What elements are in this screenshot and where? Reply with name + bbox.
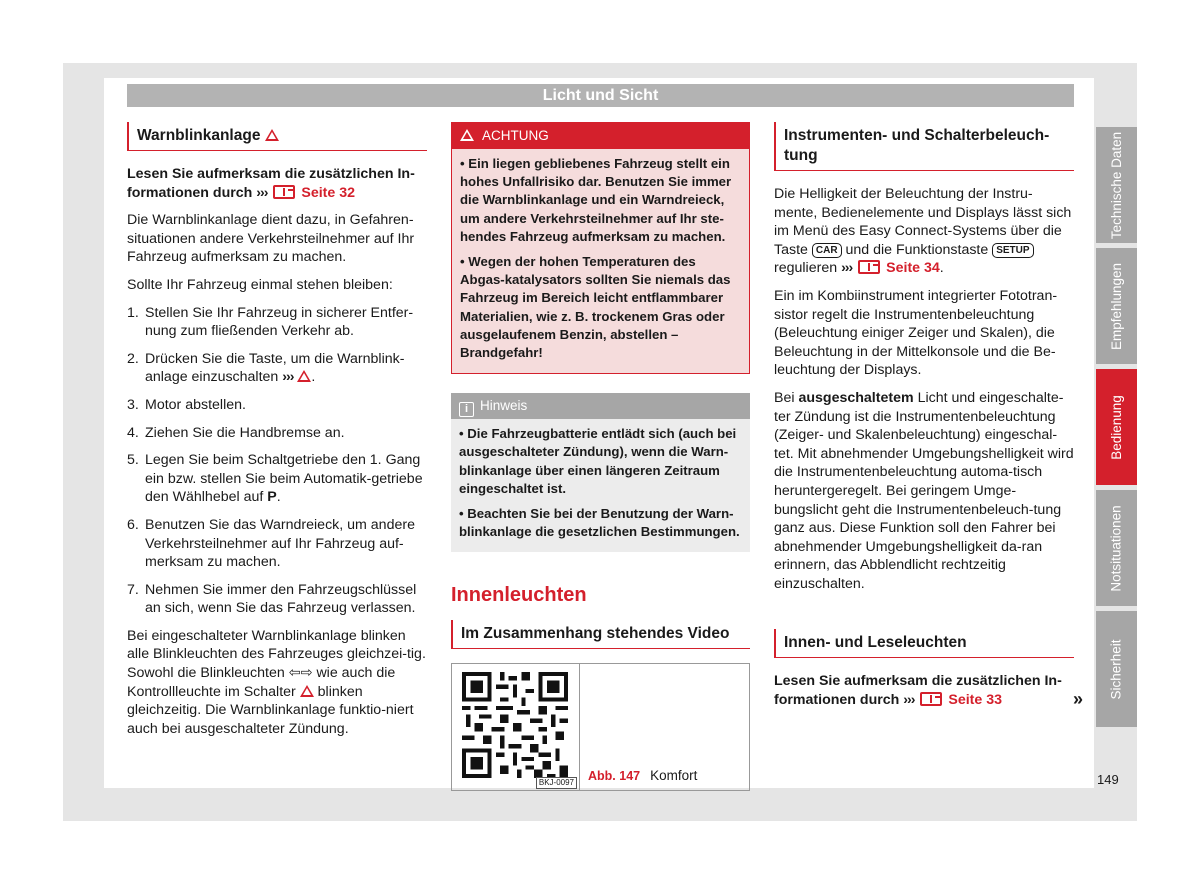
- figure-147: [451, 663, 750, 791]
- page-reference-link[interactable]: Seite 33: [948, 692, 1003, 709]
- warning-triangle-icon: [265, 129, 279, 141]
- continue-marker: »: [1073, 689, 1084, 709]
- intro-paragraph-2: Sollte Ihr Fahrzeug einmal stehen bleiben:: [127, 276, 393, 293]
- list-item: 2. Drücken Sie die Taste, um die Warnblink-anlage einzuschalten ››› .: [127, 350, 405, 386]
- book-reference-icon: [920, 692, 942, 706]
- warning-triangle-icon: [300, 685, 314, 697]
- list-item: • Beachten Sie bei der Benutzung der Warn-blinkanlage die gesetzlichen Bestimmungen.: [459, 506, 740, 540]
- warning-triangle-icon: [297, 370, 311, 382]
- paragraph-switched-off: Bei ausgeschaltetem Licht und eingeschalte-ter Zündung ist die Instrumentenbeleuchtung (Zeiger- und Skalenbeleuchtung) eingeschal-tet. Mit abnehmender Umgebungshelligkeit wird die Instrumentenbeleuchtung automa-tisch heruntergeregelt. Bei geringem Umge-bungslicht geht die Instrumentenbeleuch-tung ganz aus. Diese Funktion soll den Fahrer bei abnehmender Umgebungshelligkeit da-ran erinnern, das Abblendlicht rechtzeitig einzuschalten.: [774, 389, 1074, 592]
- car-key-icon: CAR: [812, 243, 842, 258]
- lead-text-2: Lesen Sie aufmerksam die zusätzlichen In-formationen durch ››› Seite 33: [774, 673, 1062, 709]
- column-warnings: [451, 122, 750, 791]
- tab-technische-daten[interactable]: Technische Daten: [1096, 127, 1137, 243]
- chapter-header: Licht und Sicht: [127, 84, 1074, 107]
- tab-empfehlungen[interactable]: Empfehlungen: [1096, 248, 1137, 364]
- warning-box: [451, 122, 750, 374]
- page-number: 149: [1097, 772, 1119, 787]
- list-item: • Wegen der hohen Temperaturen des Abgas-katalysators sollten Sie niemals das Fahrzeug im Bereich leicht entflammbarer Materialien, wie z. B. trockenem Gras oder ausgelaufenem Benzin, abstellen – Brandgefahr!: [460, 254, 731, 361]
- qr-code-icon[interactable]: [462, 672, 568, 778]
- section-heading-warnblinkanlage: Warnblinkanlage: [127, 122, 427, 151]
- outro-paragraph: Bei eingeschalteter Warnblinkanlage blinken alle Blinkleuchten des Fahrzeuges gleichzei-tig. Sowohl die Blinkleuchten ⇦⇨ wie auch die Kontrollleuchte im Schalter blinken gleichzeitig. Die Warnblinkanlage funktio-niert auch bei ausgeschalteter Zündung.: [127, 627, 426, 737]
- section-heading-video: Im Zusammenhang stehendes Video: [451, 620, 750, 649]
- figure-number: Abb. 147: [588, 768, 641, 783]
- tab-bedienung[interactable]: Bedienung: [1096, 369, 1137, 485]
- list-item: • Die Fahrzeugbatterie entlädt sich (auch bei ausgeschalteter Zündung), wenn die Warn-blinkanlage über einen längeren Zeitraum eingeschaltet ist.: [459, 426, 737, 496]
- section-heading-leseleuchten: Innen- und Leseleuchten: [774, 629, 1074, 658]
- note-box-header: i Hinweis: [451, 393, 750, 419]
- warning-box-body: [452, 149, 749, 373]
- info-icon: i: [459, 402, 474, 417]
- reference-arrow-icon: ›››: [256, 184, 268, 201]
- reference-arrow-icon: ›››: [903, 692, 915, 709]
- section-heading-instrumentenbeleuchtung: Instrumenten- und Schalterbeleuch-tung: [774, 122, 1074, 171]
- list-item: 6. Benutzen Sie das Warndreieck, um andere Verkehrsteilnehmer auf Ihr Fahrzeug auf-merksam zu machen.: [127, 516, 415, 571]
- paragraph-phototransistor: Ein im Kombiinstrument integrierter Fototran-sistor regelt die Instrumentenbeleuchtung (Beleuchtung einiger Zeiger und Skalen), die Beleuchtung in der Mittelkonsole und die Be-leuchtung der Displays.: [774, 287, 1058, 379]
- note-box: [451, 393, 750, 552]
- list-item: 4. Ziehen Sie die Handbremse an.: [127, 424, 345, 441]
- warning-box-header: ACHTUNG: [452, 123, 749, 149]
- book-reference-icon: [273, 185, 295, 199]
- note-box-body: [451, 419, 750, 552]
- column-instrument-lighting: [774, 122, 1074, 719]
- qr-code-box[interactable]: [452, 664, 580, 790]
- list-item: 1. Stellen Sie Ihr Fahrzeug in sicherer Entfer-nung zum fließenden Verkehr ab.: [127, 304, 414, 340]
- setup-key-icon: SETUP: [992, 243, 1033, 258]
- reference-arrow-icon: ›››: [841, 260, 853, 277]
- steps-list: [127, 304, 427, 618]
- warning-triangle-icon: [460, 129, 474, 141]
- page-reference-link[interactable]: Seite 32: [301, 184, 356, 201]
- section-title-innenleuchten: Innenleuchten: [451, 584, 587, 607]
- intro-paragraph: Die Warnblinkanlage dient dazu, in Gefahren-situationen andere Verkehrsteilnehmer auf Ihr Fahrzeug aufmerksam zu machen.: [127, 212, 415, 266]
- figure-caption: [580, 664, 749, 790]
- reference-arrow-icon: ›››: [282, 369, 294, 386]
- turn-signal-arrows-icon: ⇦⇨: [288, 665, 313, 682]
- column-warnblinkanlage: [127, 122, 427, 747]
- paragraph-brightness: Die Helligkeit der Beleuchtung der Instru-mente, Bedienelemente und Displays lässt sich im Menü des Easy Connect-Systems über die Taste CAR und die Funktionstaste SETUP regulieren ››› Seite 34.: [774, 186, 1072, 277]
- tab-notsituationen[interactable]: Notsituationen: [1096, 490, 1137, 606]
- list-item: 5. Legen Sie beim Schaltgetriebe den 1. Gang ein bzw. stellen Sie beim Automatik-getriebe den Wählhebel auf P.: [127, 452, 423, 506]
- figure-code: BKJ-0097: [536, 777, 577, 789]
- figure-caption-text: Komfort: [650, 767, 698, 783]
- tab-sicherheit[interactable]: Sicherheit: [1096, 611, 1137, 727]
- book-reference-icon: [858, 260, 880, 274]
- lead-text: Lesen Sie aufmerksam die zusätzlichen In-formationen durch ››› Seite 32: [127, 166, 415, 201]
- page-reference-link[interactable]: Seite 34: [886, 260, 940, 277]
- list-item: • Ein liegen gebliebenes Fahrzeug stellt ein hohes Unfallrisiko dar. Benutzen Sie immer die Warnblinkanlage und ein Warndreieck, um andere Verkehrsteilnehmer auf Ihr ste-hendes Fahrzeug aufmerksam zu machen.: [460, 156, 732, 244]
- list-item: 7. Nehmen Sie immer den Fahrzeugschlüssel an sich, wenn Sie das Fahrzeug verlassen.: [127, 581, 417, 617]
- list-item: 3. Motor abstellen.: [127, 396, 246, 413]
